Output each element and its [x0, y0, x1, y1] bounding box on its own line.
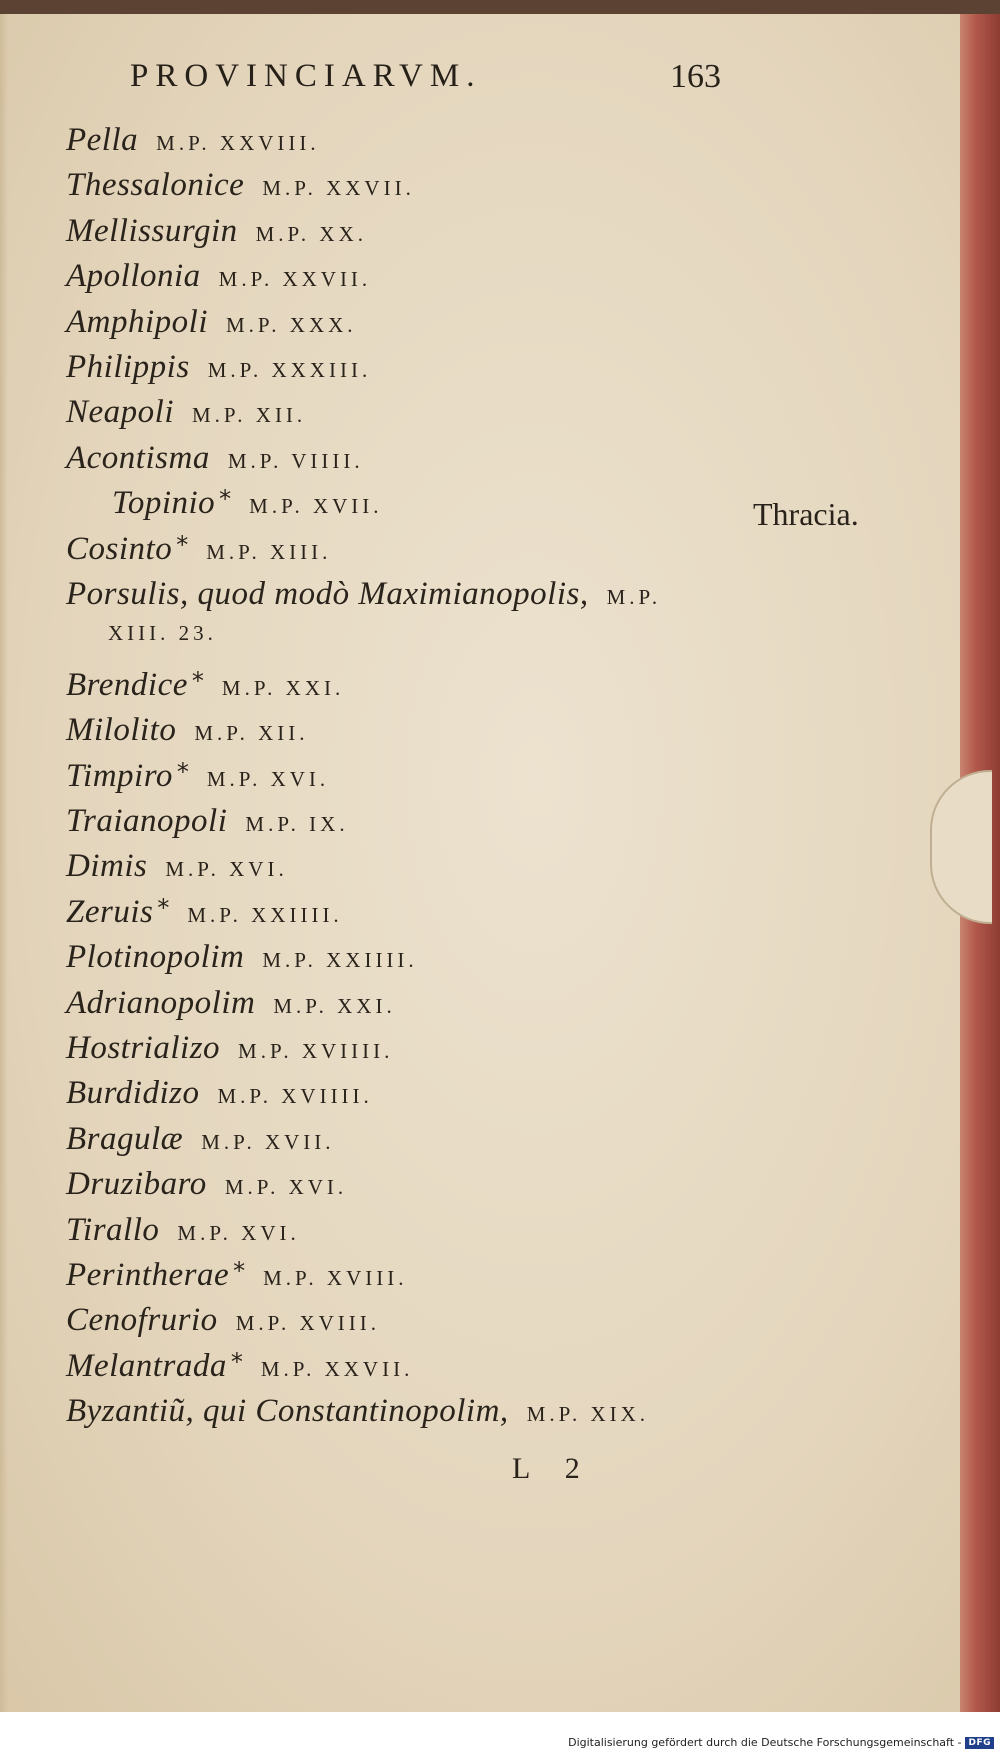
place-name: Acontisma	[66, 439, 210, 476]
credit-text: Digitalisierung gefördert durch die Deutsche Forschungsgemeinschaft -	[568, 1736, 962, 1749]
signature-mark: L 2	[512, 1452, 594, 1485]
distance-miles: M.P. XVIIII.	[217, 1084, 373, 1109]
itinerary-entry	[66, 758, 329, 795]
itinerary-entry	[66, 712, 309, 749]
itinerary-entry	[66, 576, 661, 613]
running-head: PROVINCIARVM.	[130, 58, 482, 94]
asterisk-marker: *	[157, 893, 170, 922]
place-name: Amphipoli	[66, 303, 208, 340]
distance-miles: M.P. XXIIII.	[187, 902, 343, 927]
distance-miles: M.P. XVI.	[165, 857, 288, 882]
itinerary-entry	[66, 1302, 380, 1339]
place-name: Melantrada	[66, 1347, 227, 1384]
itinerary-entry	[66, 1257, 407, 1294]
distance-miles: M.P. XVI.	[224, 1175, 348, 1200]
distance-miles: M.P. XVIIII.	[238, 1039, 394, 1063]
distance-miles: M.P. VIIII.	[227, 448, 364, 473]
itinerary-entry	[66, 1030, 393, 1067]
place-name: Adrianopolim	[66, 984, 256, 1021]
place-name: Neapoli	[66, 394, 174, 431]
distance-miles: M.P. XXX.	[226, 312, 357, 337]
distance-miles: M.P. XII.	[192, 403, 307, 428]
asterisk-marker: *	[191, 666, 204, 695]
page-number: 163	[670, 58, 721, 95]
place-name: Plotinopolim	[66, 939, 245, 976]
distance-miles: M.P. XXI.	[273, 993, 396, 1018]
place-name: Porsulis, quod modò Maximianopolis,	[66, 576, 589, 612]
distance-miles: M.P. XXXIII.	[207, 358, 372, 382]
place-name: Druzibaro	[66, 1166, 207, 1203]
place-name: Cenofrurio	[66, 1302, 218, 1339]
itinerary-entry	[66, 1212, 300, 1249]
distance-miles: M.P. XXIIII.	[262, 948, 418, 973]
distance-miles: M.P. XVIII.	[263, 1266, 408, 1290]
itinerary-entry	[66, 258, 371, 295]
distance-miles: M.P. XII.	[194, 721, 309, 746]
distance-miles: M.P. XXVIII.	[156, 131, 320, 155]
distance-miles: M.P. XXVII.	[262, 176, 415, 201]
place-name: Dimis	[66, 848, 148, 885]
place-name: Milolito	[66, 712, 177, 749]
place-name: Mellissurgin	[66, 212, 238, 249]
itinerary-entry	[66, 894, 343, 931]
place-name: Perintherae	[66, 1257, 230, 1293]
dfg-logo: DFG	[965, 1737, 994, 1749]
distance-miles: M.P. XXVII.	[218, 267, 372, 292]
place-name: Byzantiũ, qui Constantinopolim,	[66, 1393, 509, 1430]
place-name: Cosinto	[66, 530, 173, 567]
distance-miles: M.P. XIX.	[526, 1402, 650, 1427]
asterisk-marker: *	[176, 530, 189, 559]
itinerary-entry	[108, 621, 217, 646]
itinerary-entry	[66, 304, 357, 341]
distance-miles: M.P. XXVII.	[260, 1356, 414, 1381]
asterisk-marker: *	[233, 1257, 246, 1285]
asterisk-marker: *	[230, 1347, 243, 1376]
asterisk-marker: *	[176, 757, 189, 786]
itinerary-entry	[66, 985, 396, 1022]
margin-note-thracia: Thracia.	[753, 496, 859, 532]
asterisk-marker: *	[219, 485, 232, 514]
itinerary-entry	[66, 1075, 373, 1112]
distance-miles: M.P. XX.	[255, 221, 367, 246]
distance-miles: M.P. XIII.	[206, 539, 332, 564]
itinerary-entry	[66, 349, 371, 386]
itinerary-entry	[66, 939, 418, 976]
itinerary-entry	[66, 1393, 649, 1430]
itinerary-entry	[66, 1121, 335, 1158]
place-name: Pella	[66, 122, 139, 158]
distance-miles: M.P. XVII.	[201, 1129, 335, 1154]
itinerary-entry	[66, 394, 306, 431]
distance-miles: M.P. IX.	[245, 812, 349, 836]
itinerary-entry	[112, 485, 383, 522]
itinerary-entry	[66, 122, 320, 159]
distance-miles: XIII. 23.	[108, 621, 217, 646]
itinerary-entry	[66, 440, 364, 477]
place-name: Topinio	[112, 485, 216, 522]
distance-miles: M.P. XVI.	[206, 766, 330, 791]
place-name: Burdidizo	[66, 1075, 200, 1112]
place-name: Thessalonice	[66, 167, 245, 204]
itinerary-entry	[66, 667, 344, 704]
place-name: Hostrializo	[66, 1030, 221, 1066]
itinerary-entry	[66, 803, 349, 840]
place-name: Zeruis	[66, 893, 154, 930]
distance-miles: M.P. XVI.	[177, 1220, 300, 1245]
page-gutter-shadow	[0, 14, 8, 1714]
distance-miles: M.P. XXI.	[221, 675, 345, 700]
digitization-credit	[568, 1736, 994, 1749]
itinerary-entry	[66, 167, 415, 204]
distance-miles: M.P. XVII.	[249, 494, 383, 519]
itinerary-entry	[66, 1166, 347, 1203]
place-name: Tirallo	[66, 1211, 160, 1248]
place-name: Brendice	[66, 666, 188, 703]
itinerary-entry	[66, 213, 367, 250]
place-name: Traianopoli	[66, 803, 228, 839]
place-name: Apollonia	[66, 258, 201, 295]
place-name: Timpiro	[66, 757, 173, 794]
distance-miles: M.P. XVIII.	[235, 1311, 381, 1336]
itinerary-entry	[66, 531, 331, 568]
place-name: Philippis	[66, 349, 190, 385]
place-name: Bragulæ	[66, 1120, 184, 1157]
distance-miles: M.P.	[606, 585, 662, 609]
itinerary-entry	[66, 848, 288, 885]
itinerary-entry	[66, 1348, 413, 1385]
